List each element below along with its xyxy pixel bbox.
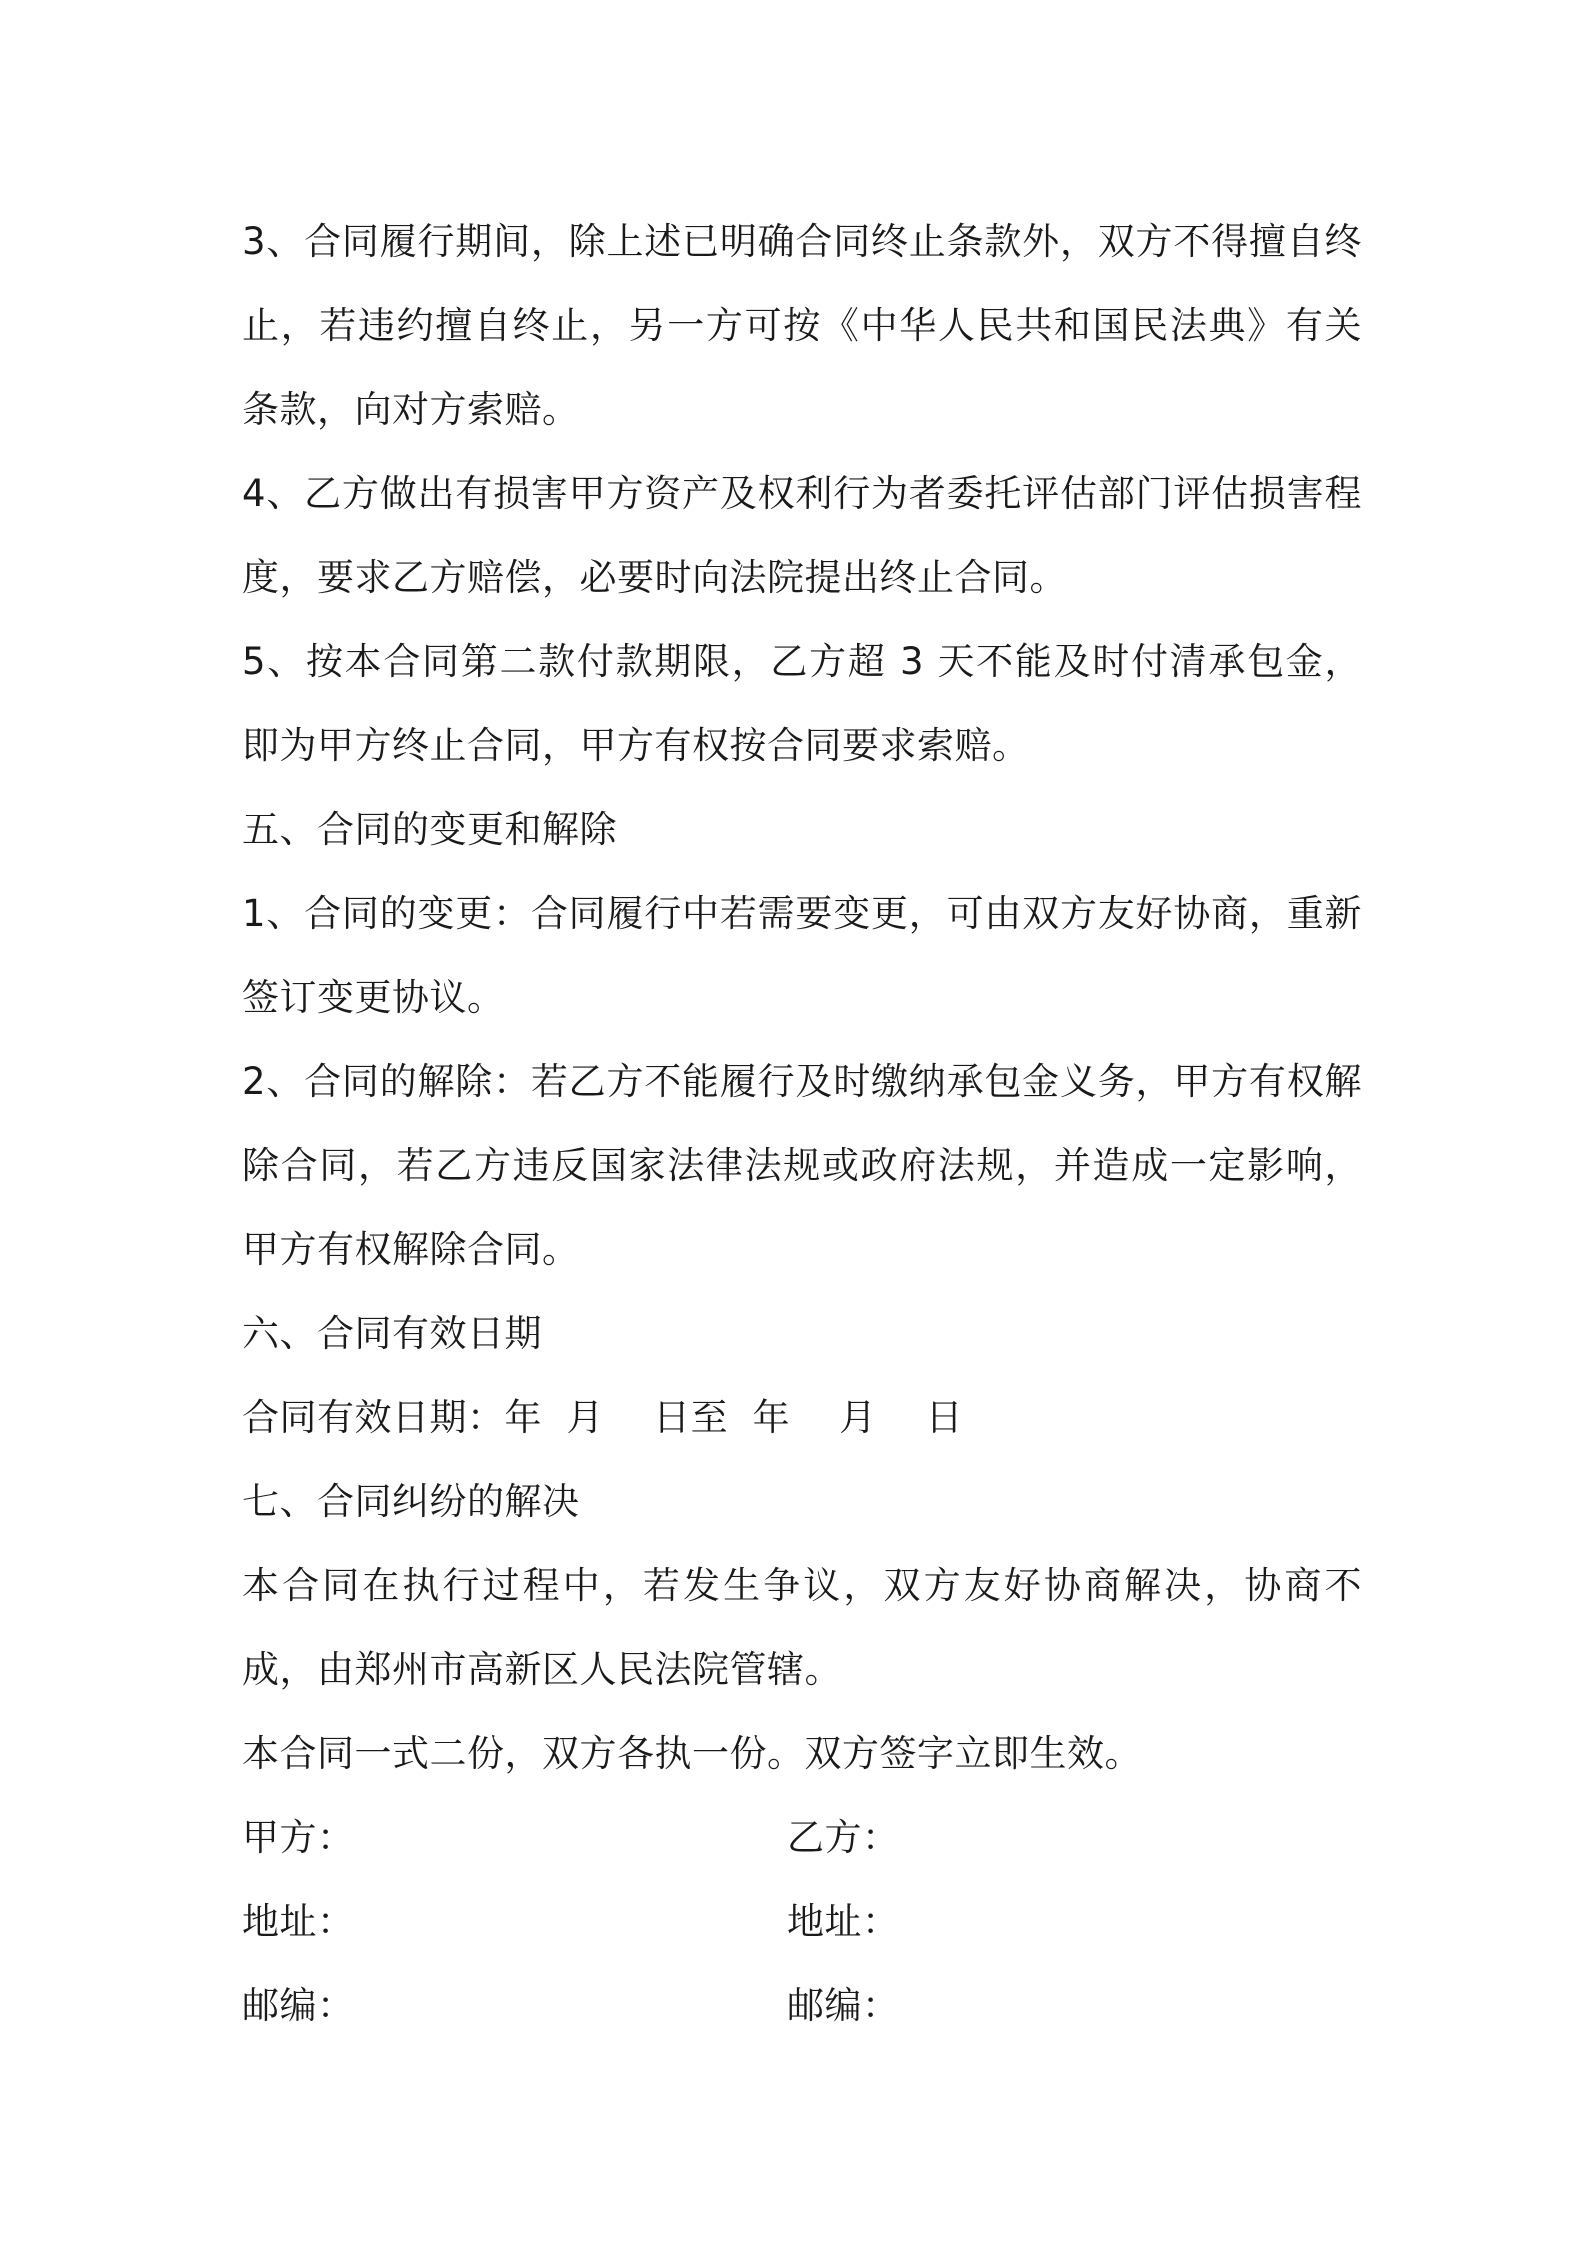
party-a-label: 甲方： xyxy=(242,1816,355,1859)
party-b-label: 乙方： xyxy=(787,1816,900,1859)
validity-date-line: 合同有效日期：年 月 日至 年 月 日 xyxy=(242,1396,964,1439)
signature-address-row xyxy=(242,1880,1362,1964)
postcode-a-label: 邮编： xyxy=(242,1984,355,2027)
section-5-title: 五、合同的变更和解除 xyxy=(242,808,617,851)
clause-3: 3、合同履行期间，除上述已明确合同终止条款外，双方不得擅自终止，若违约擅自终止，另一方可按《中华人民共和国民法典》有关条款，向对方索赔。 xyxy=(242,220,1362,431)
address-a-label: 地址： xyxy=(242,1900,355,1943)
signature-party-row xyxy=(242,1796,1362,1880)
section-5-item-1: 1、合同的变更：合同履行中若需要变更，可由双方友好协商，重新签订变更协议。 xyxy=(242,892,1362,1019)
address-b-label: 地址： xyxy=(787,1900,900,1943)
copies-statement: 本合同一式二份，双方各执一份。双方签字立即生效。 xyxy=(242,1732,1142,1775)
section-7-title: 七、合同纠纷的解决 xyxy=(242,1480,580,1523)
section-5-item-2: 2、合同的解除：若乙方不能履行及时缴纳承包金义务，甲方有权解除合同，若乙方违反国家法律法规或政府法规，并造成一定影响，甲方有权解除合同。 xyxy=(242,1060,1362,1271)
section-7-text: 本合同在执行过程中，若发生争议，双方友好协商解决，协商不成，由郑州市高新区人民法院管辖。 xyxy=(242,1564,1362,1691)
section-6-title: 六、合同有效日期 xyxy=(242,1312,542,1355)
clause-4: 4、乙方做出有损害甲方资产及权利行为者委托评估部门评估损害程度，要求乙方赔偿，必要时向法院提出终止合同。 xyxy=(242,472,1362,599)
document-page xyxy=(242,200,1362,2048)
postcode-b-label: 邮编： xyxy=(787,1984,900,2027)
clause-5: 5、按本合同第二款付款期限，乙方超 3 天不能及时付清承包金，即为甲方终止合同，甲方有权按合同要求索赔。 xyxy=(242,640,1362,767)
signature-postcode-row xyxy=(242,1964,1362,2048)
